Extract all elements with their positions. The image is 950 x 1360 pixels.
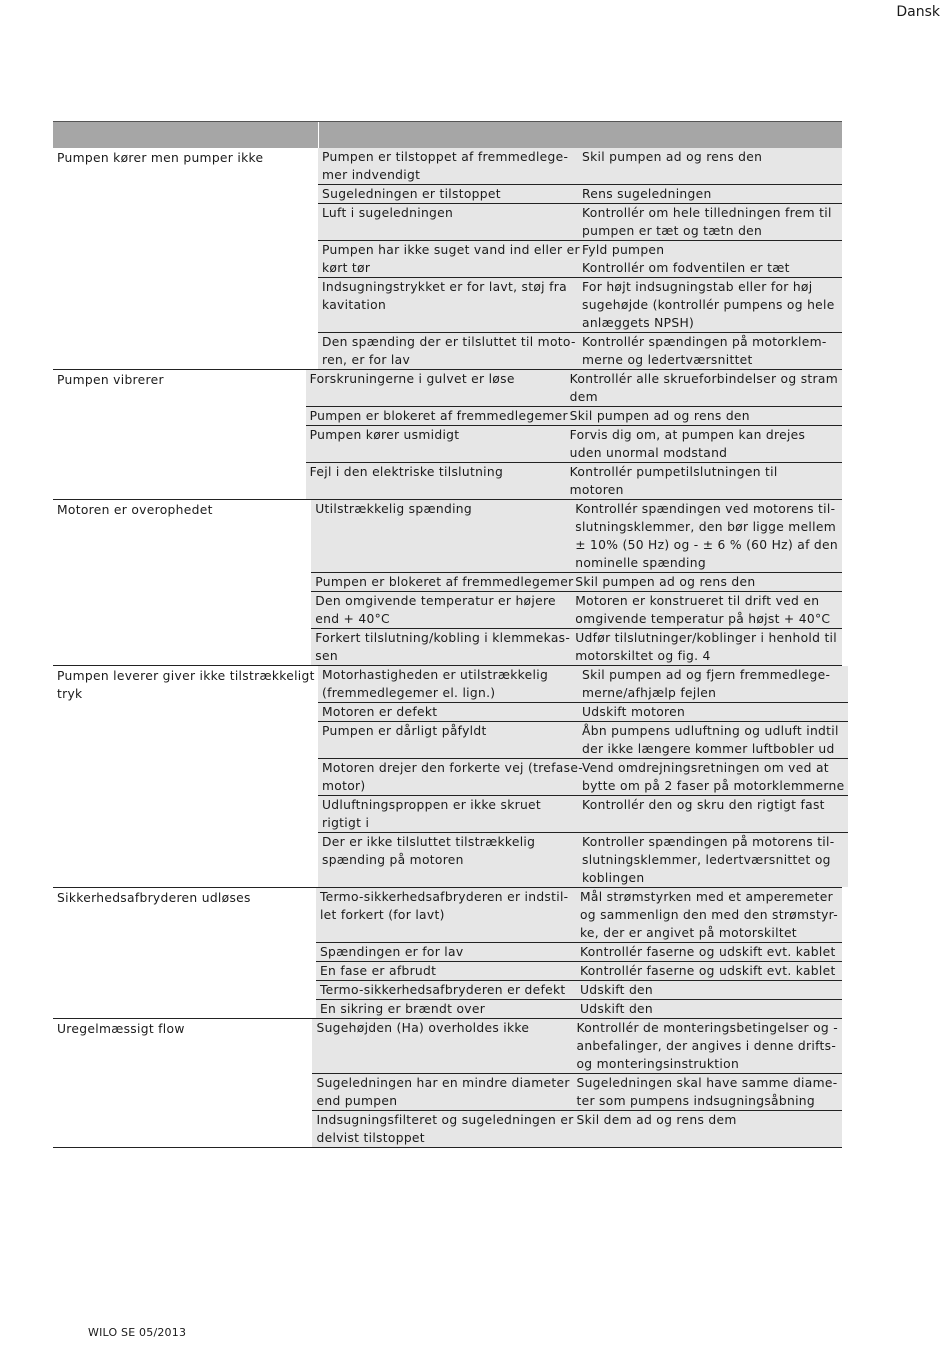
cause-line: motor) xyxy=(322,779,366,793)
remedy-cell xyxy=(566,426,842,462)
remedy-line: Rens sugeledningen xyxy=(582,187,712,201)
table-row xyxy=(316,962,842,981)
remedy-line: dem xyxy=(569,390,598,404)
table-row xyxy=(318,666,848,703)
problem-group xyxy=(53,148,842,370)
remedy-cell xyxy=(578,722,848,758)
cause-cell xyxy=(311,592,571,628)
remedy-line: og monteringsinstruktion xyxy=(576,1057,740,1071)
table-row xyxy=(318,703,848,722)
cause-line: Utilstrækkelig spænding xyxy=(315,502,472,516)
remedy-line: Kontrollér de monteringsbetingelser og - xyxy=(576,1021,838,1035)
cause-line: Der er ikke tilsluttet tilstrækkelig xyxy=(322,835,536,849)
remedy-line: Skil pumpen ad og fjern fremmedlege- xyxy=(582,668,831,682)
problem-group xyxy=(53,888,842,1019)
table-header-cause-remedy-col xyxy=(319,122,842,148)
cause-line: Motoren drejer den forkerte vej (trefase- xyxy=(322,761,583,775)
cause-line: delvist tilstoppet xyxy=(316,1131,425,1145)
remedy-cell xyxy=(578,759,848,795)
remedy-line: Kontrollér spændingen ved motorens til- xyxy=(575,502,836,516)
remedy-cell xyxy=(572,1111,842,1147)
cause-line: Pumpen har ikke suget vand ind eller er xyxy=(322,243,580,257)
table-row xyxy=(311,592,842,629)
cause-cell xyxy=(318,204,578,240)
remedy-cell xyxy=(578,833,848,887)
cause-line: Indsugningstrykket er for lavt, støj fra xyxy=(322,280,567,294)
remedy-line: ke, der er angivet på motorskiltet xyxy=(579,926,797,940)
symptom-line: Sikkerhedsafbryderen udløses xyxy=(57,891,251,905)
remedy-line: anbefalinger, der angives i denne drifts- xyxy=(576,1039,837,1053)
cause-line: En fase er afbrudt xyxy=(319,964,437,978)
remedy-line: Motoren er konstrueret til drift ved en xyxy=(575,594,820,608)
remedy-line: sugehøjde (kontrollér pumpens og hele xyxy=(582,298,835,312)
remedy-line: Skil pumpen ad og rens den xyxy=(569,409,750,423)
remedy-line: Kontrollér spændingen på motorklem- xyxy=(582,335,827,349)
cause-line: kavitation xyxy=(322,298,387,312)
remedy-cell xyxy=(572,1019,842,1073)
remedy-line: Sugeledningen skal have samme diame- xyxy=(576,1076,838,1090)
remedy-line: motorskiltet og fig. 4 xyxy=(575,649,711,663)
cause-cell xyxy=(306,426,566,462)
cause-line: Motoren er defekt xyxy=(322,705,438,719)
cause-line: Fejl i den elektriske tilslutning xyxy=(309,465,504,479)
remedy-line: motoren xyxy=(569,483,624,497)
remedy-line: Udskift den xyxy=(579,983,654,997)
cause-line: (fremmedlegemer el. lign.) xyxy=(322,686,496,700)
cause-line: sen xyxy=(315,649,338,663)
cause-remedy-list xyxy=(311,500,842,665)
cause-cell xyxy=(306,463,566,499)
cause-remedy-list xyxy=(318,148,842,369)
cause-cell xyxy=(316,1000,576,1018)
cause-cell xyxy=(318,833,578,887)
remedy-line: Kontroller spændingen på motorens til- xyxy=(582,835,835,849)
table-row xyxy=(318,148,842,185)
problem-group xyxy=(53,500,842,666)
cause-line: Forkert tilslutning/kobling i klemmekas- xyxy=(315,631,571,645)
symptom-cell xyxy=(53,370,306,499)
remedy-cell xyxy=(576,981,842,999)
language-label: Dansk xyxy=(896,4,940,20)
remedy-line: slutningsklemmer, ledertværsnittet og xyxy=(582,853,831,867)
remedy-cell xyxy=(571,573,842,591)
problem-group xyxy=(53,370,842,500)
cause-cell xyxy=(318,278,578,332)
remedy-cell xyxy=(576,1000,842,1018)
table-header-symptom-col xyxy=(53,122,319,148)
remedy-line: Udskift den xyxy=(579,1002,654,1016)
cause-cell xyxy=(318,796,578,832)
remedy-line: der ikke længere kommer luftbobler ud xyxy=(582,742,835,756)
cause-line: end + 40°C xyxy=(315,612,390,626)
cause-cell xyxy=(311,500,571,572)
remedy-line: Kontrollér faserne og udskift evt. kablet xyxy=(579,964,836,978)
remedy-cell xyxy=(566,370,842,406)
table-row xyxy=(306,426,842,463)
symptom-cell xyxy=(53,148,318,369)
remedy-line: merne/afhjælp fejlen xyxy=(582,686,717,700)
cause-line: Pumpen er blokeret af fremmedlegemer xyxy=(309,409,568,423)
cause-cell xyxy=(312,1019,572,1073)
cause-cell xyxy=(306,407,566,425)
cause-remedy-list xyxy=(306,370,842,499)
cause-cell xyxy=(312,1074,572,1110)
remedy-cell xyxy=(578,185,842,203)
cause-cell xyxy=(316,962,576,980)
table-row xyxy=(312,1074,842,1111)
remedy-line: koblingen xyxy=(582,871,645,885)
remedy-line: For højt indsugningstab eller for høj xyxy=(582,280,813,294)
symptom-line: Uregelmæssigt flow xyxy=(57,1022,185,1036)
symptom-cell xyxy=(53,500,311,665)
remedy-cell xyxy=(566,463,842,499)
cause-line: Sugeledningen har en mindre diameter xyxy=(316,1076,570,1090)
table-row xyxy=(306,370,842,407)
remedy-line: Kontrollér om hele tilledningen frem til xyxy=(582,206,832,220)
remedy-line: Vend omdrejningsretningen om ved at xyxy=(582,761,829,775)
remedy-line: Skil dem ad og rens dem xyxy=(576,1113,737,1127)
cause-cell xyxy=(312,1111,572,1147)
remedy-cell xyxy=(578,333,842,369)
cause-line: En sikring er brændt over xyxy=(319,1002,486,1016)
cause-cell xyxy=(318,333,578,369)
remedy-line: Kontrollér faserne og udskift evt. kablet xyxy=(579,945,836,959)
remedy-cell xyxy=(578,796,848,832)
table-row xyxy=(311,500,842,573)
remedy-cell xyxy=(571,592,842,628)
cause-line: Den omgivende temperatur er højere xyxy=(315,594,556,608)
remedy-line: omgivende temperatur på højst + 40°C xyxy=(575,612,831,626)
table-row xyxy=(318,333,842,369)
table-row xyxy=(318,833,848,887)
remedy-line: Udfør tilslutninger/koblinger i henhold til xyxy=(575,631,837,645)
cause-line: Motorhastigheden er utilstrækkelig xyxy=(322,668,549,682)
symptom-line: tryk xyxy=(57,687,83,701)
cause-line: Sugehøjden (Ha) overholdes ikke xyxy=(316,1021,530,1035)
cause-line: Luft i sugeledningen xyxy=(322,206,454,220)
remedy-cell xyxy=(571,629,842,665)
remedy-line: merne og ledertværsnittet xyxy=(582,353,753,367)
cause-line: Pumpen er blokeret af fremmedlegemer xyxy=(315,575,574,589)
cause-cell xyxy=(318,185,578,203)
cause-cell xyxy=(316,981,576,999)
cause-line: spænding på motoren xyxy=(322,853,464,867)
table-row xyxy=(316,943,842,962)
remedy-line: Kontrollér alle skrueforbindelser og stram xyxy=(569,372,838,386)
remedy-cell xyxy=(571,500,842,572)
table-row xyxy=(312,1019,842,1074)
problem-group xyxy=(53,1019,842,1148)
remedy-cell xyxy=(578,703,848,721)
cause-cell xyxy=(311,573,574,591)
cause-line: Udluftningsproppen er ikke skruet xyxy=(322,798,542,812)
remedy-line: Kontrollér pumpetilslutningen til xyxy=(569,465,778,479)
remedy-line: Mål strømstyrken med et amperemeter xyxy=(579,890,833,904)
cause-cell xyxy=(316,943,576,961)
symptom-line: Motoren er overophedet xyxy=(57,503,213,517)
table-row xyxy=(318,722,848,759)
symptom-line: Pumpen vibrerer xyxy=(57,373,164,387)
remedy-line: og sammenlign den med den strømstyr- xyxy=(579,908,838,922)
remedy-cell xyxy=(572,1074,842,1110)
symptom-line: Pumpen kører men pumper ikke xyxy=(57,151,264,165)
remedy-cell xyxy=(578,204,842,240)
table-row xyxy=(316,888,842,943)
remedy-cell xyxy=(578,241,842,277)
cause-remedy-list xyxy=(316,888,842,1018)
remedy-line: ± 10% (50 Hz) og - ± 6 % (60 Hz) af den xyxy=(575,538,838,552)
remedy-cell xyxy=(576,943,842,961)
remedy-line: uden unormal modstand xyxy=(569,446,728,460)
table-row xyxy=(312,1111,842,1147)
footer-text: WILO SE 05/2013 xyxy=(88,1326,187,1339)
remedy-line: Åbn pumpens udluftning og udluft indtil xyxy=(582,724,839,738)
remedy-line: Udskift motoren xyxy=(582,705,686,719)
remedy-cell xyxy=(566,407,842,425)
cause-line: end pumpen xyxy=(316,1094,398,1108)
cause-line: mer indvendigt xyxy=(322,168,421,182)
cause-remedy-list xyxy=(318,666,848,887)
table-row xyxy=(318,185,842,204)
symptom-cell xyxy=(53,888,316,1018)
cause-line: kørt tør xyxy=(322,261,371,275)
cause-line: rigtigt i xyxy=(322,816,370,830)
remedy-line: anlæggets NPSH) xyxy=(582,316,695,330)
remedy-line: Skil pumpen ad og rens den xyxy=(575,575,756,589)
cause-cell xyxy=(318,666,578,702)
table-header xyxy=(53,121,842,148)
cause-cell xyxy=(318,759,583,795)
table-row xyxy=(318,278,842,333)
table-row xyxy=(311,573,842,592)
cause-line: Sugeledningen er tilstoppet xyxy=(322,187,501,201)
table-row xyxy=(318,241,842,278)
cause-cell xyxy=(318,148,578,184)
cause-line: Pumpen kører usmidigt xyxy=(309,428,460,442)
table-row xyxy=(306,407,842,426)
remedy-line: Kontrollér den og skru den rigtigt fast xyxy=(582,798,825,812)
cause-cell xyxy=(318,703,578,721)
cause-cell xyxy=(316,888,576,942)
table-row xyxy=(316,1000,842,1018)
table-row xyxy=(318,796,848,833)
table-row xyxy=(311,629,842,665)
remedy-cell xyxy=(578,666,848,702)
cause-line: let forkert (for lavt) xyxy=(319,908,445,922)
remedy-cell xyxy=(576,888,842,942)
table-row xyxy=(318,204,842,241)
remedy-line: bytte om på 2 faser på motorklemmerne xyxy=(582,779,845,793)
table-row xyxy=(318,759,848,796)
remedy-cell xyxy=(578,278,842,332)
cause-cell xyxy=(311,629,571,665)
remedy-cell xyxy=(576,962,842,980)
cause-line: Pumpen er dårligt påfyldt xyxy=(322,724,487,738)
table-row xyxy=(316,981,842,1000)
remedy-line: slutningsklemmer, den bør ligge mellem xyxy=(575,520,837,534)
symptom-line: Pumpen leverer giver ikke tilstrækkeligt xyxy=(57,669,315,683)
remedy-line: pumpen er tæt og tætn den xyxy=(582,224,763,238)
troubleshooting-table xyxy=(53,121,845,1148)
cause-line: Termo-sikkerhedsafbryderen er defekt xyxy=(319,983,566,997)
cause-line: Den spænding der er tilsluttet til moto- xyxy=(322,335,576,349)
cause-remedy-list xyxy=(312,1019,842,1147)
cause-line: Pumpen er tilstoppet af fremmedlege- xyxy=(322,150,569,164)
remedy-line: Fyld pumpen xyxy=(582,243,665,257)
problem-group xyxy=(53,666,845,888)
cause-cell xyxy=(318,241,578,277)
remedy-cell xyxy=(578,148,842,184)
remedy-line: Forvis dig om, at pumpen kan drejes xyxy=(569,428,806,442)
cause-line: Spændingen er for lav xyxy=(319,945,464,959)
remedy-line: ter som pumpens indsugningsåbning xyxy=(576,1094,815,1108)
cause-cell xyxy=(306,370,566,406)
cause-cell xyxy=(318,722,578,758)
symptom-cell xyxy=(53,666,318,887)
symptom-cell xyxy=(53,1019,312,1147)
table-row xyxy=(306,463,842,499)
cause-line: Termo-sikkerhedsafbryderen er indstil- xyxy=(319,890,569,904)
cause-line: Forskruningerne i gulvet er løse xyxy=(309,372,515,386)
remedy-line: Skil pumpen ad og rens den xyxy=(582,150,763,164)
cause-line: Indsugningsfilteret og sugeledningen er xyxy=(316,1113,574,1127)
remedy-line: nominelle spænding xyxy=(575,556,706,570)
cause-line: ren, er for lav xyxy=(322,353,411,367)
remedy-line: Kontrollér om fodventilen er tæt xyxy=(582,261,790,275)
